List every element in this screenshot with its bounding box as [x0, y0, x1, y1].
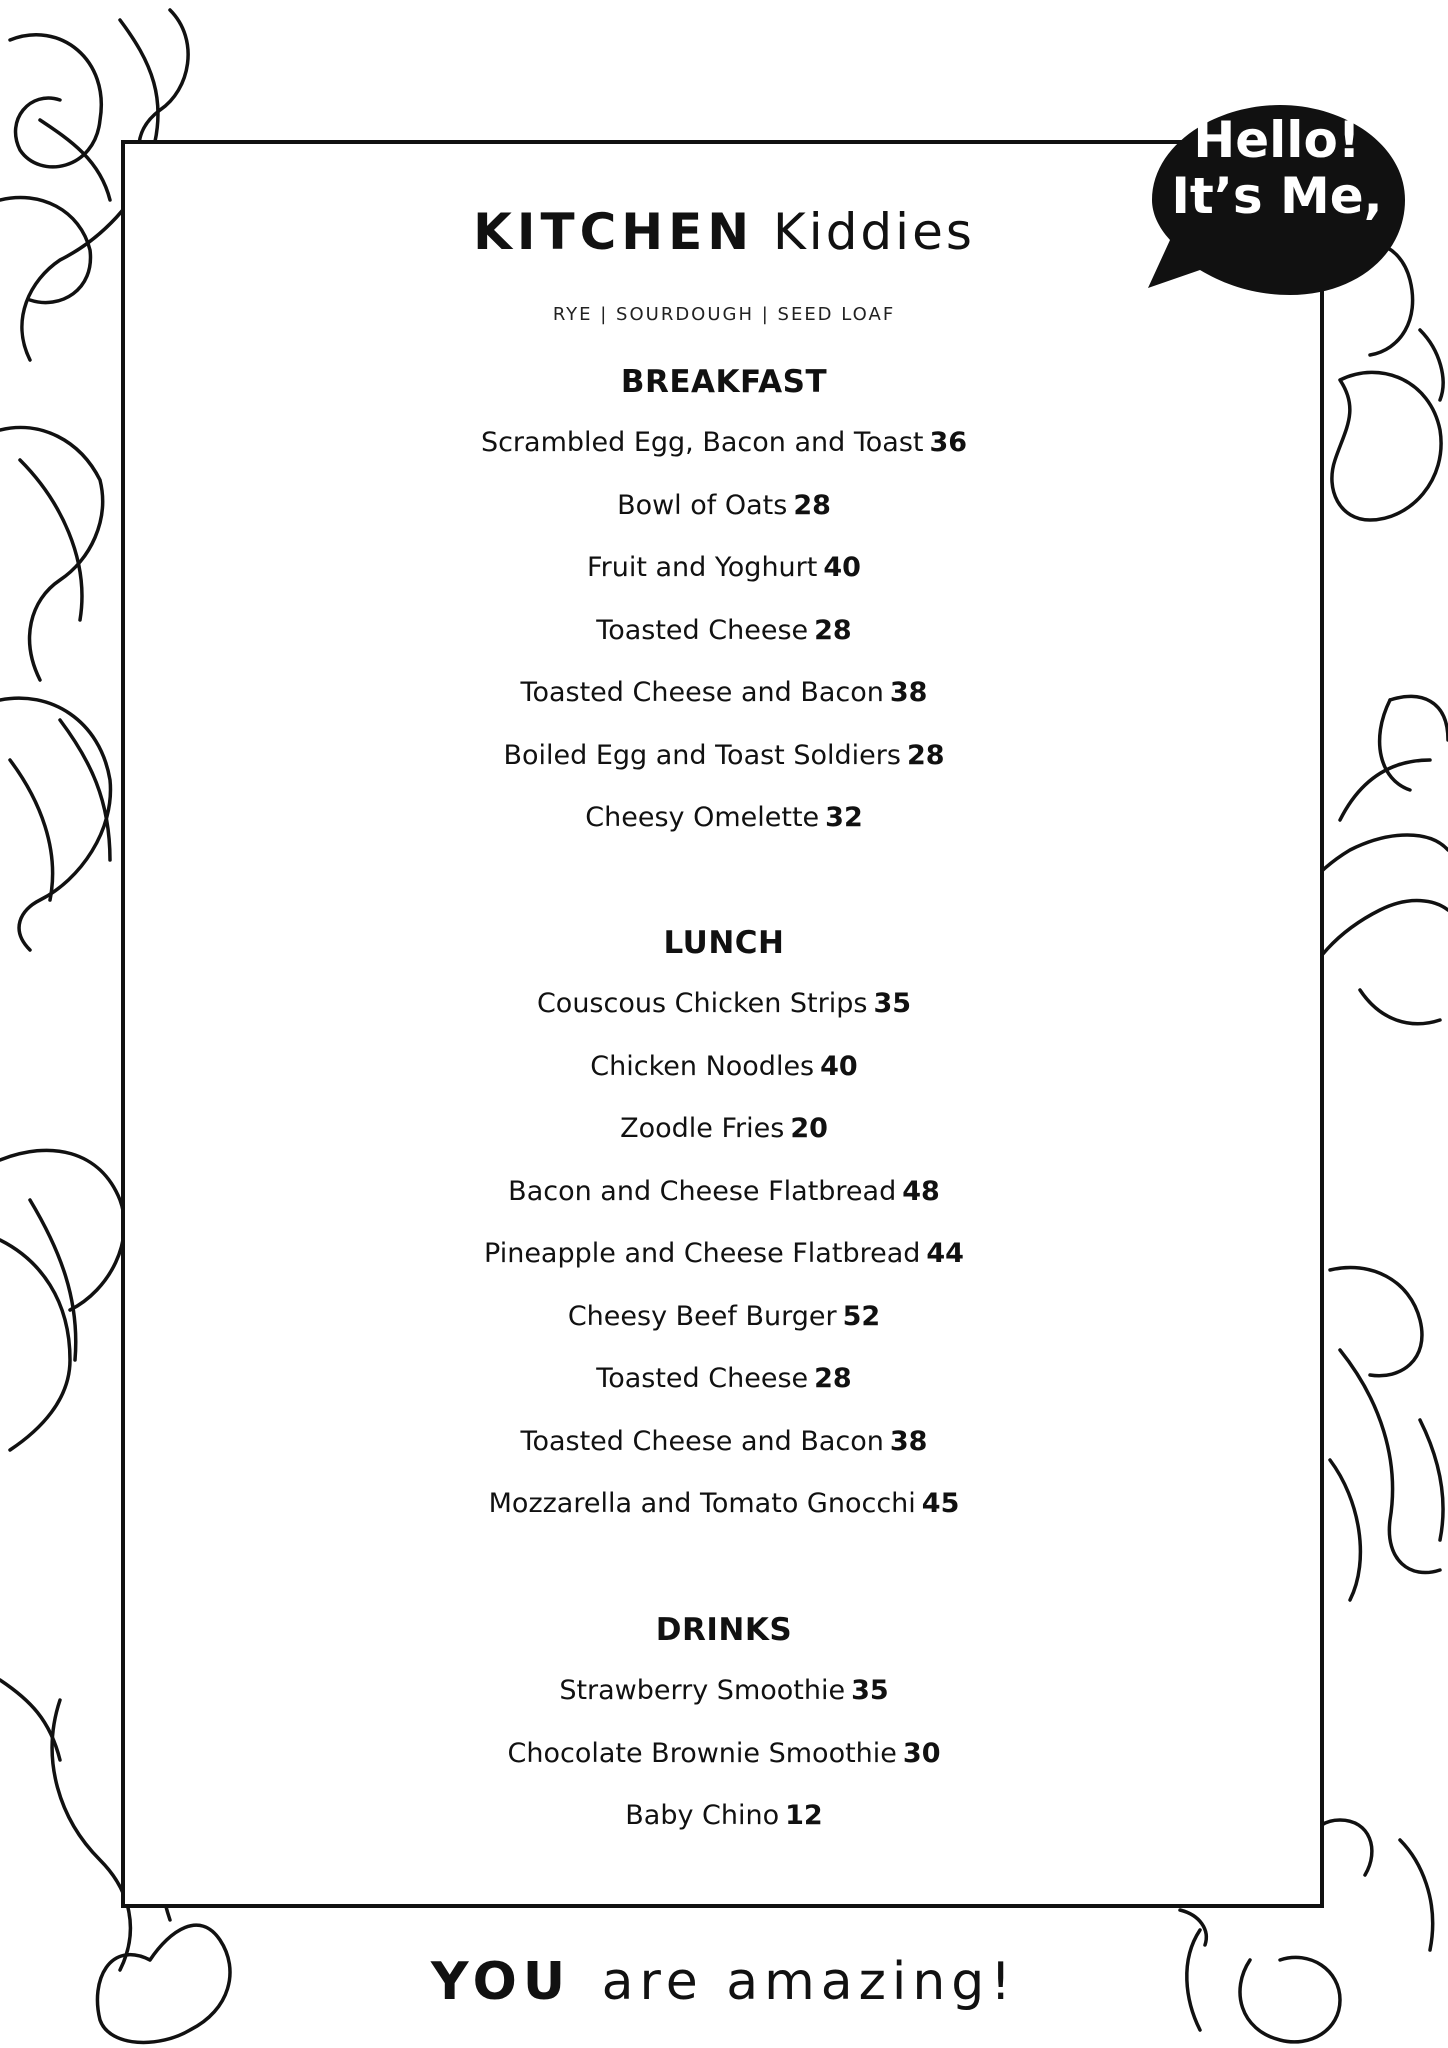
menu-item [0, 1098, 1448, 1161]
item-price: 40 [820, 1050, 858, 1082]
menu-item [0, 1161, 1448, 1224]
item-name: Toasted Cheese [596, 614, 809, 646]
item-name: Mozzarella and Tomato Gnocchi [488, 1488, 916, 1519]
item-name: Zoodle Fries [620, 1113, 785, 1144]
item-price: 40 [823, 552, 861, 583]
menu-item [0, 1286, 1448, 1349]
item-name: Bowl of Oats [617, 489, 788, 521]
item-price: 45 [921, 1488, 960, 1519]
item-price: 28 [814, 1363, 852, 1394]
item-name: Pineapple and Cheese Flatbread [484, 1238, 921, 1269]
title-bold: KITCHEN [473, 203, 755, 261]
bubble-line-2: It’s Me, [1171, 167, 1383, 225]
lunch-items [0, 973, 1448, 1536]
item-price: 28 [906, 739, 945, 771]
item-price: 32 [825, 802, 863, 833]
item-name: Bacon and Cheese Flatbread [508, 1175, 897, 1207]
item-name: Couscous Chicken Strips [536, 988, 868, 1019]
bubble-line-1: Hello! [1193, 111, 1361, 169]
menu-item [0, 1723, 1448, 1786]
menu-item [0, 600, 1448, 663]
item-price: 28 [814, 614, 852, 646]
item-price: 12 [785, 1800, 823, 1831]
menu-item [0, 1411, 1448, 1474]
menu-item [0, 1785, 1448, 1848]
item-name: Cheesy Beef Burger [567, 1300, 837, 1332]
menu-item [0, 412, 1448, 475]
menu-item [0, 725, 1448, 788]
menu-item [0, 537, 1448, 600]
item-price: 28 [793, 489, 831, 521]
menu-item [0, 1348, 1448, 1411]
bread-tagline: RYE | SOURDOUGH | SEED LOAF [552, 304, 896, 325]
footer-light: are amazing! [601, 1952, 1018, 2012]
breakfast-items [0, 412, 1448, 850]
item-price: 36 [929, 427, 968, 458]
item-name: Fruit and Yoghurt [587, 552, 818, 583]
item-name: Chocolate Brownie Smoothie [507, 1737, 897, 1769]
item-name: Boiled Egg and Toast Soldiers [503, 739, 901, 771]
lunch-section [0, 923, 1448, 1536]
title-light: Kiddies [773, 203, 975, 261]
item-name: Scrambled Egg, Bacon and Toast [480, 427, 924, 458]
menu-item [0, 1036, 1448, 1099]
menu-item [0, 662, 1448, 725]
item-price: 20 [790, 1113, 828, 1144]
menu-item [0, 1473, 1448, 1536]
item-name: Toasted Cheese and Bacon [520, 1425, 884, 1457]
section-heading: LUNCH [663, 925, 785, 961]
item-name: Strawberry Smoothie [559, 1675, 846, 1706]
item-name: Baby Chino [625, 1800, 780, 1831]
item-price: 52 [842, 1300, 881, 1332]
item-name: Toasted Cheese [596, 1363, 809, 1394]
menu-item [0, 475, 1448, 538]
item-name: Cheesy Omelette [585, 802, 820, 833]
breakfast-section [0, 362, 1448, 850]
item-price: 38 [889, 1425, 928, 1457]
drinks-items [0, 1660, 1448, 1848]
item-price: 48 [902, 1175, 940, 1207]
menu-item [0, 1223, 1448, 1286]
item-price: 30 [902, 1737, 941, 1769]
menu-item [0, 973, 1448, 1036]
item-price: 38 [889, 677, 928, 708]
item-name: Chicken Noodles [590, 1050, 815, 1082]
menu-item [0, 1660, 1448, 1723]
section-heading: BREAKFAST [620, 364, 828, 400]
item-price: 44 [926, 1238, 964, 1269]
bubble-text [1162, 112, 1392, 224]
menu-item [0, 787, 1448, 850]
footer-bold: YOU [430, 1952, 572, 2012]
drinks-section [0, 1610, 1448, 1848]
item-price: 35 [873, 988, 912, 1019]
section-heading: DRINKS [655, 1612, 793, 1648]
footer-message [0, 1950, 1448, 2014]
item-name: Toasted Cheese and Bacon [520, 677, 884, 708]
item-price: 35 [851, 1675, 889, 1706]
